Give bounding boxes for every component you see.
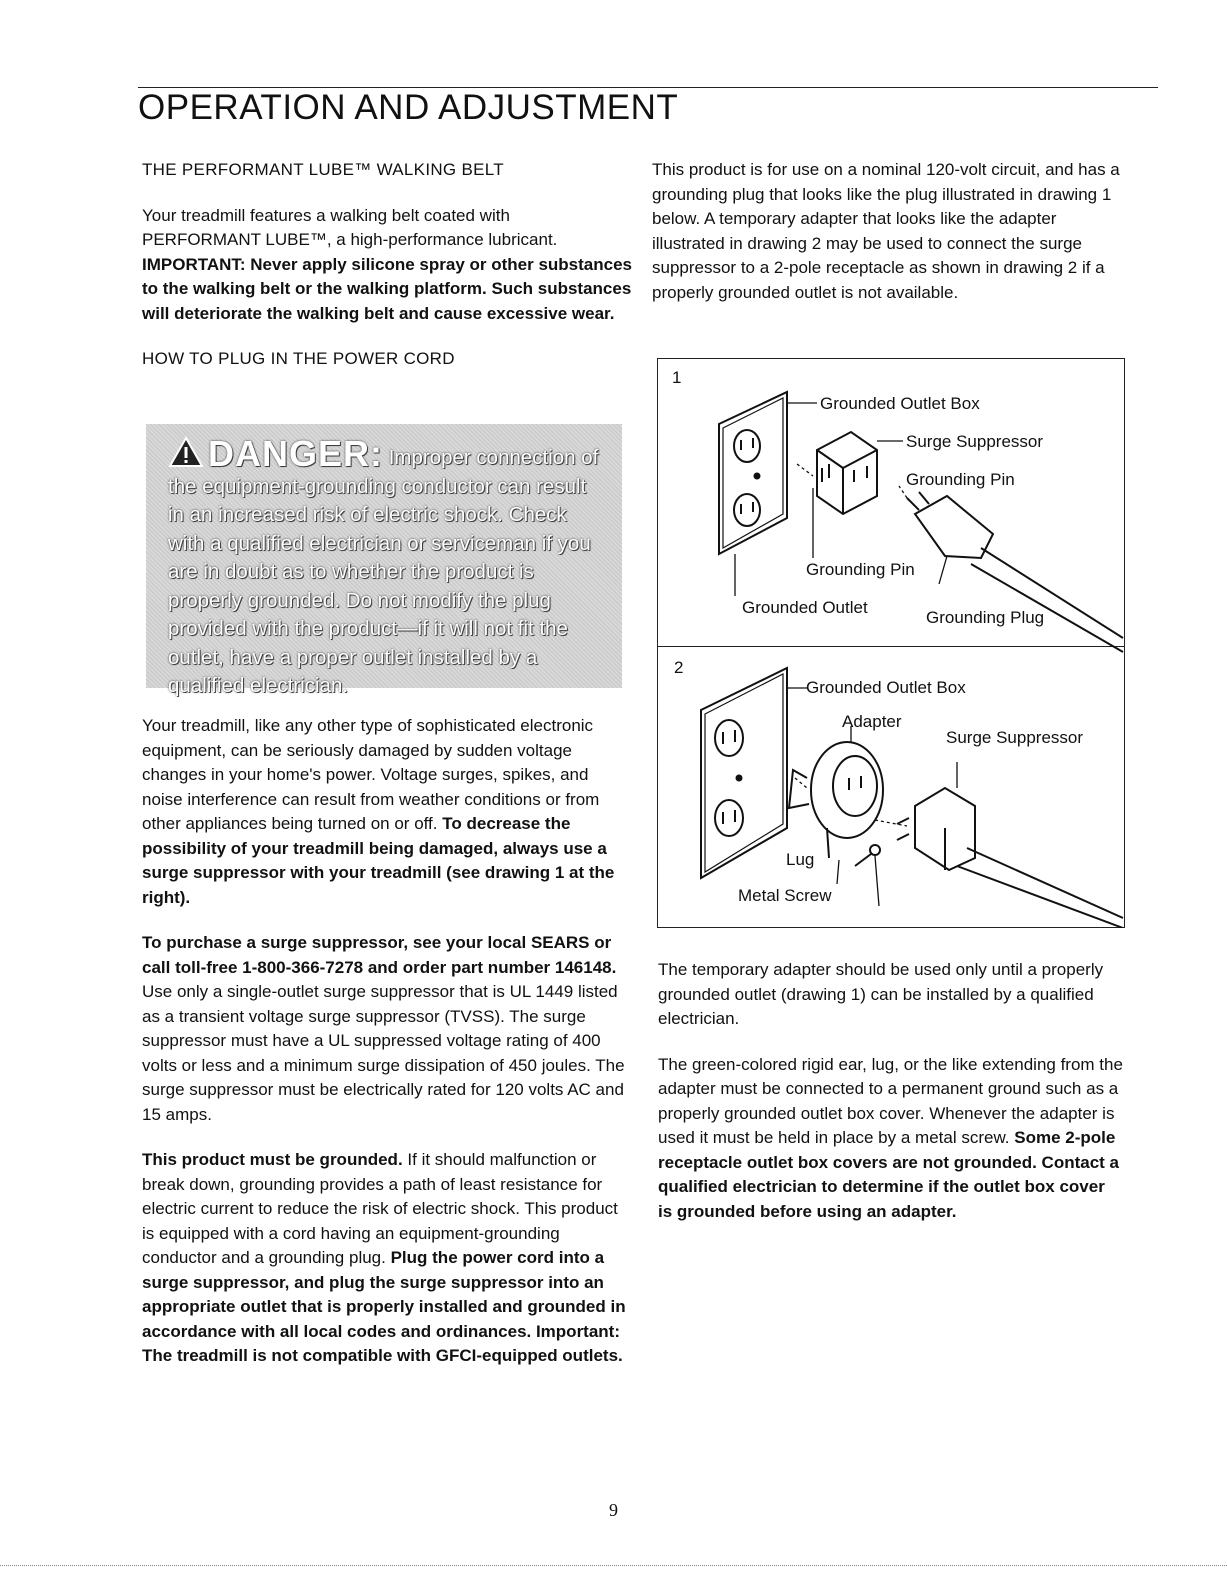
purchase-text: Use only a single-outlet surge suppressor that is UL 1449 listed as a transient voltage surge suppressor (TVSS). The surge suppressor must have a UL suppressed voltage rating of 400 volts or less and a minimum surge dissipation of 450 joules. The surge suppressor must be electrically rated for 120 volts AC and 15 amps.: [142, 982, 625, 1124]
left-column: [142, 158, 632, 393]
surge-suppressor-illustration: [817, 432, 877, 514]
belt-paragraph: [142, 204, 632, 327]
circuit-paragraph: This product is for use on a nominal 120-volt circuit, and has a grounding plug that looks like the plug illustrated in drawing 1 below. A temporary adapter that looks like the adapter illustrated in drawing 2 may be used to connect the surge suppressor to a 2-pole receptacle as shown in drawing 2 if a properly grounded outlet is not available.: [652, 160, 1120, 302]
adapter-illustration: [789, 742, 883, 858]
surge-suppressor-2-illustration: [897, 788, 1123, 928]
fig1-label-pin-bottom: Grounding Pin: [806, 560, 915, 579]
ground-bold-2: Plug the power cord into a surge suppressor, and plug the surge suppressor into an appropriate outlet that is properly installed and grounded in accordance with all local codes and ordinances. Important: The treadmill is not compatible with GFCI-equipped outlets.: [142, 1248, 626, 1365]
grounded-outlet-illustration: [719, 392, 787, 554]
belt-paragraph-text: Your treadmill features a walking belt coated with PERFORMANT LUBE™, a high-performance lubricant.: [142, 205, 558, 249]
danger-text: Improper connection of the equipment-grounding conductor can result in an increased risk of electric shock. Check with a qualified electrician or serviceman if you are in doubt as to whether the product is properly grounded. Do not modify the plug provided with the product—if it will not fit the outlet, have a proper outlet installed by a qualified electrician.: [168, 446, 599, 697]
fig2-label-outlet-box: Grounded Outlet Box: [806, 678, 966, 697]
fig1-label-plug: Grounding Plug: [926, 608, 1045, 627]
warning-triangle-icon: [168, 436, 204, 468]
ground-text: If it should malfunction or break down, grounding provides a path of least resistance for electric current to reduce the risk of electric shock. This product is equipped with a cord having an equipment-grounding conductor and a grounding plug.: [142, 1150, 618, 1267]
page-number: 9: [609, 1500, 618, 1520]
belt-important-text: IMPORTANT: Never apply silicone spray or other substances to the walking belt or the walking platform. Such substances will deteriorate the walking belt and cause excessive wear.: [142, 254, 632, 323]
fig1-label-pin-right: Grounding Pin: [906, 470, 1015, 489]
fig1-label-outlet-box: Grounded Outlet Box: [820, 394, 980, 413]
figure-1-number: 1: [672, 368, 682, 387]
figure-2-number: 2: [674, 658, 684, 677]
metal-screw-illustration: [855, 845, 880, 866]
danger-warning-box: [146, 424, 622, 697]
fig2-label-screw: Metal Screw: [738, 886, 832, 905]
adapter-paragraph: The temporary adapter should be used only until a properly grounded outlet (drawing 1) can be installed by a qualified electrician.: [658, 960, 1104, 1028]
right-column-lower: [658, 958, 1123, 1245]
belt-heading: THE PERFORMANT LUBE™ WALKING BELT: [142, 160, 504, 179]
ground-bold-1: This product must be grounded.: [142, 1150, 403, 1169]
ground-paragraph: [142, 1148, 632, 1369]
page-title: OPERATION AND ADJUSTMENT: [138, 88, 679, 127]
purchase-paragraph: [142, 931, 632, 1127]
two-pole-outlet-illustration: [701, 668, 787, 878]
danger-word: DANGER:: [208, 433, 383, 474]
ear-paragraph-text: The green-colored rigid ear, lug, or the like extending from the adapter must be connected to a permanent ground such as a properly grounded outlet box cover. Whenever the adapter is used it must be held in place by a metal screw.: [658, 1054, 1123, 1147]
fig2-label-surge: Surge Suppressor: [946, 728, 1084, 747]
bottom-rule: [0, 1565, 1227, 1566]
purchase-bold: To purchase a surge suppressor, see your local SEARS or call toll-free 1-800-366-7278 and order part number 146148.: [142, 933, 617, 977]
fig1-label-surge: Surge Suppressor: [906, 432, 1044, 451]
grounding-plug-illustration: [907, 492, 1123, 652]
figure-illustrations: [657, 358, 1125, 928]
ear-paragraph: [658, 1053, 1123, 1225]
ear-paragraph-bold: Some 2-pole receptacle outlet box covers are not grounded. Contact a qualified electrician to determine if the outlet box cover is grounded before using an adapter.: [658, 1128, 1119, 1221]
surge-paragraph: [142, 714, 632, 910]
fig2-label-adapter: Adapter: [842, 712, 902, 731]
left-column-lower: [142, 714, 632, 1390]
plug-heading: HOW TO PLUG IN THE POWER CORD: [142, 349, 455, 368]
fig2-label-lug: Lug: [786, 850, 815, 869]
right-column: [652, 158, 1122, 326]
surge-paragraph-text: Your treadmill, like any other type of sophisticated electronic equipment, can be seriously damaged by sudden voltage changes in your home's power. Voltage surges, spikes, and noise interference can result from weather conditions or from other appliances being turned on or off.: [142, 716, 600, 833]
fig1-label-outlet: Grounded Outlet: [742, 598, 868, 617]
surge-paragraph-bold: To decrease the possibility of your treadmill being damaged, always use a surge suppressor with your treadmill (see drawing 1 at the right).: [142, 814, 615, 907]
